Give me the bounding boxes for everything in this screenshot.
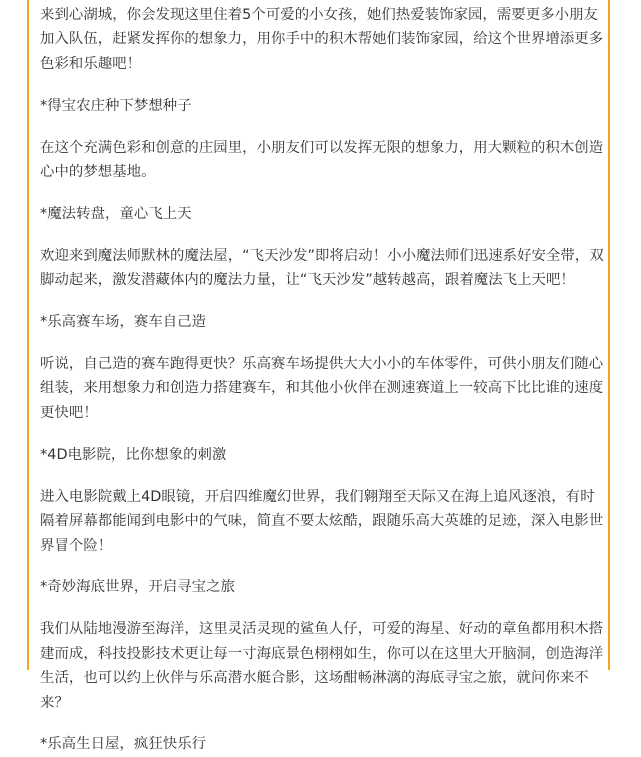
- farm-paragraph: 在这个充满色彩和创意的庄园里，小朋友们可以发挥无限的想象力，用大颗粒的积木创造心中的梦想基地。: [40, 139, 604, 181]
- ocean-paragraph: 我们从陆地漫游至海洋，这里灵活灵现的鲨鱼人仔，可爱的海星、好动的章鱼都用积木搭建而成，科技投影技术更让每一寸海底景色栩栩如生，你可以在这里大开脑洞，创造海洋生活，也可以约上伙伴与乐高潜水艇合影，这场酣畅淋漓的海底寻宝之旅，就问你来不来？: [40, 621, 604, 711]
- section-heading-racing: *乐高赛车场，赛车自己造: [40, 314, 207, 331]
- intro-paragraph: 来到心湖城，你会发现这里住着5个可爱的小女孩，她们热爱装饰家园，需要更多小朋友加入队伍，赶紧发挥你的想象力，用你手中的积木帮她们装饰家园，给这个世界增添更多色彩和乐趣吧！: [40, 7, 604, 72]
- section-heading-magic: *魔法转盘，童心飞上天: [40, 205, 192, 222]
- section-heading-farm: *得宝农庄种下梦想种子: [40, 97, 192, 114]
- article-content: [40, 3, 606, 757]
- cinema-paragraph: 进入电影院戴上4D眼镜，开启四维魔幻世界，我们翱翔至天际又在海上追风逐浪，有时隔着屏幕都能闻到电影中的气味，简直不要太炫酷，跟随乐高大英雄的足迹，深入电影世界冒个险！: [40, 488, 604, 554]
- magic-paragraph: 欢迎来到魔法师默林的魔法屋，“飞天沙发”即将启动！小小魔法师们迅速系好安全带，双脚动起来，激发潜藏体内的魔法力量，让“飞天沙发”越转越高，跟着魔法飞上天吧！: [40, 247, 604, 289]
- section-heading-birthday: *乐高生日屋，疯狂快乐行: [40, 736, 207, 753]
- section-heading-cinema: *4D电影院，比你想象的刺激: [40, 446, 227, 463]
- racing-paragraph: 听说，自己造的赛车跑得更快？乐高赛车场提供大大小小的车体零件，可供小朋友们随心组装，来用想象力和创造力搭建赛车，和其他小伙伴在测速赛道上一较高下比比谁的速度更快吧！: [40, 356, 604, 421]
- section-heading-ocean: *奇妙海底世界，开启寻宝之旅: [40, 579, 235, 596]
